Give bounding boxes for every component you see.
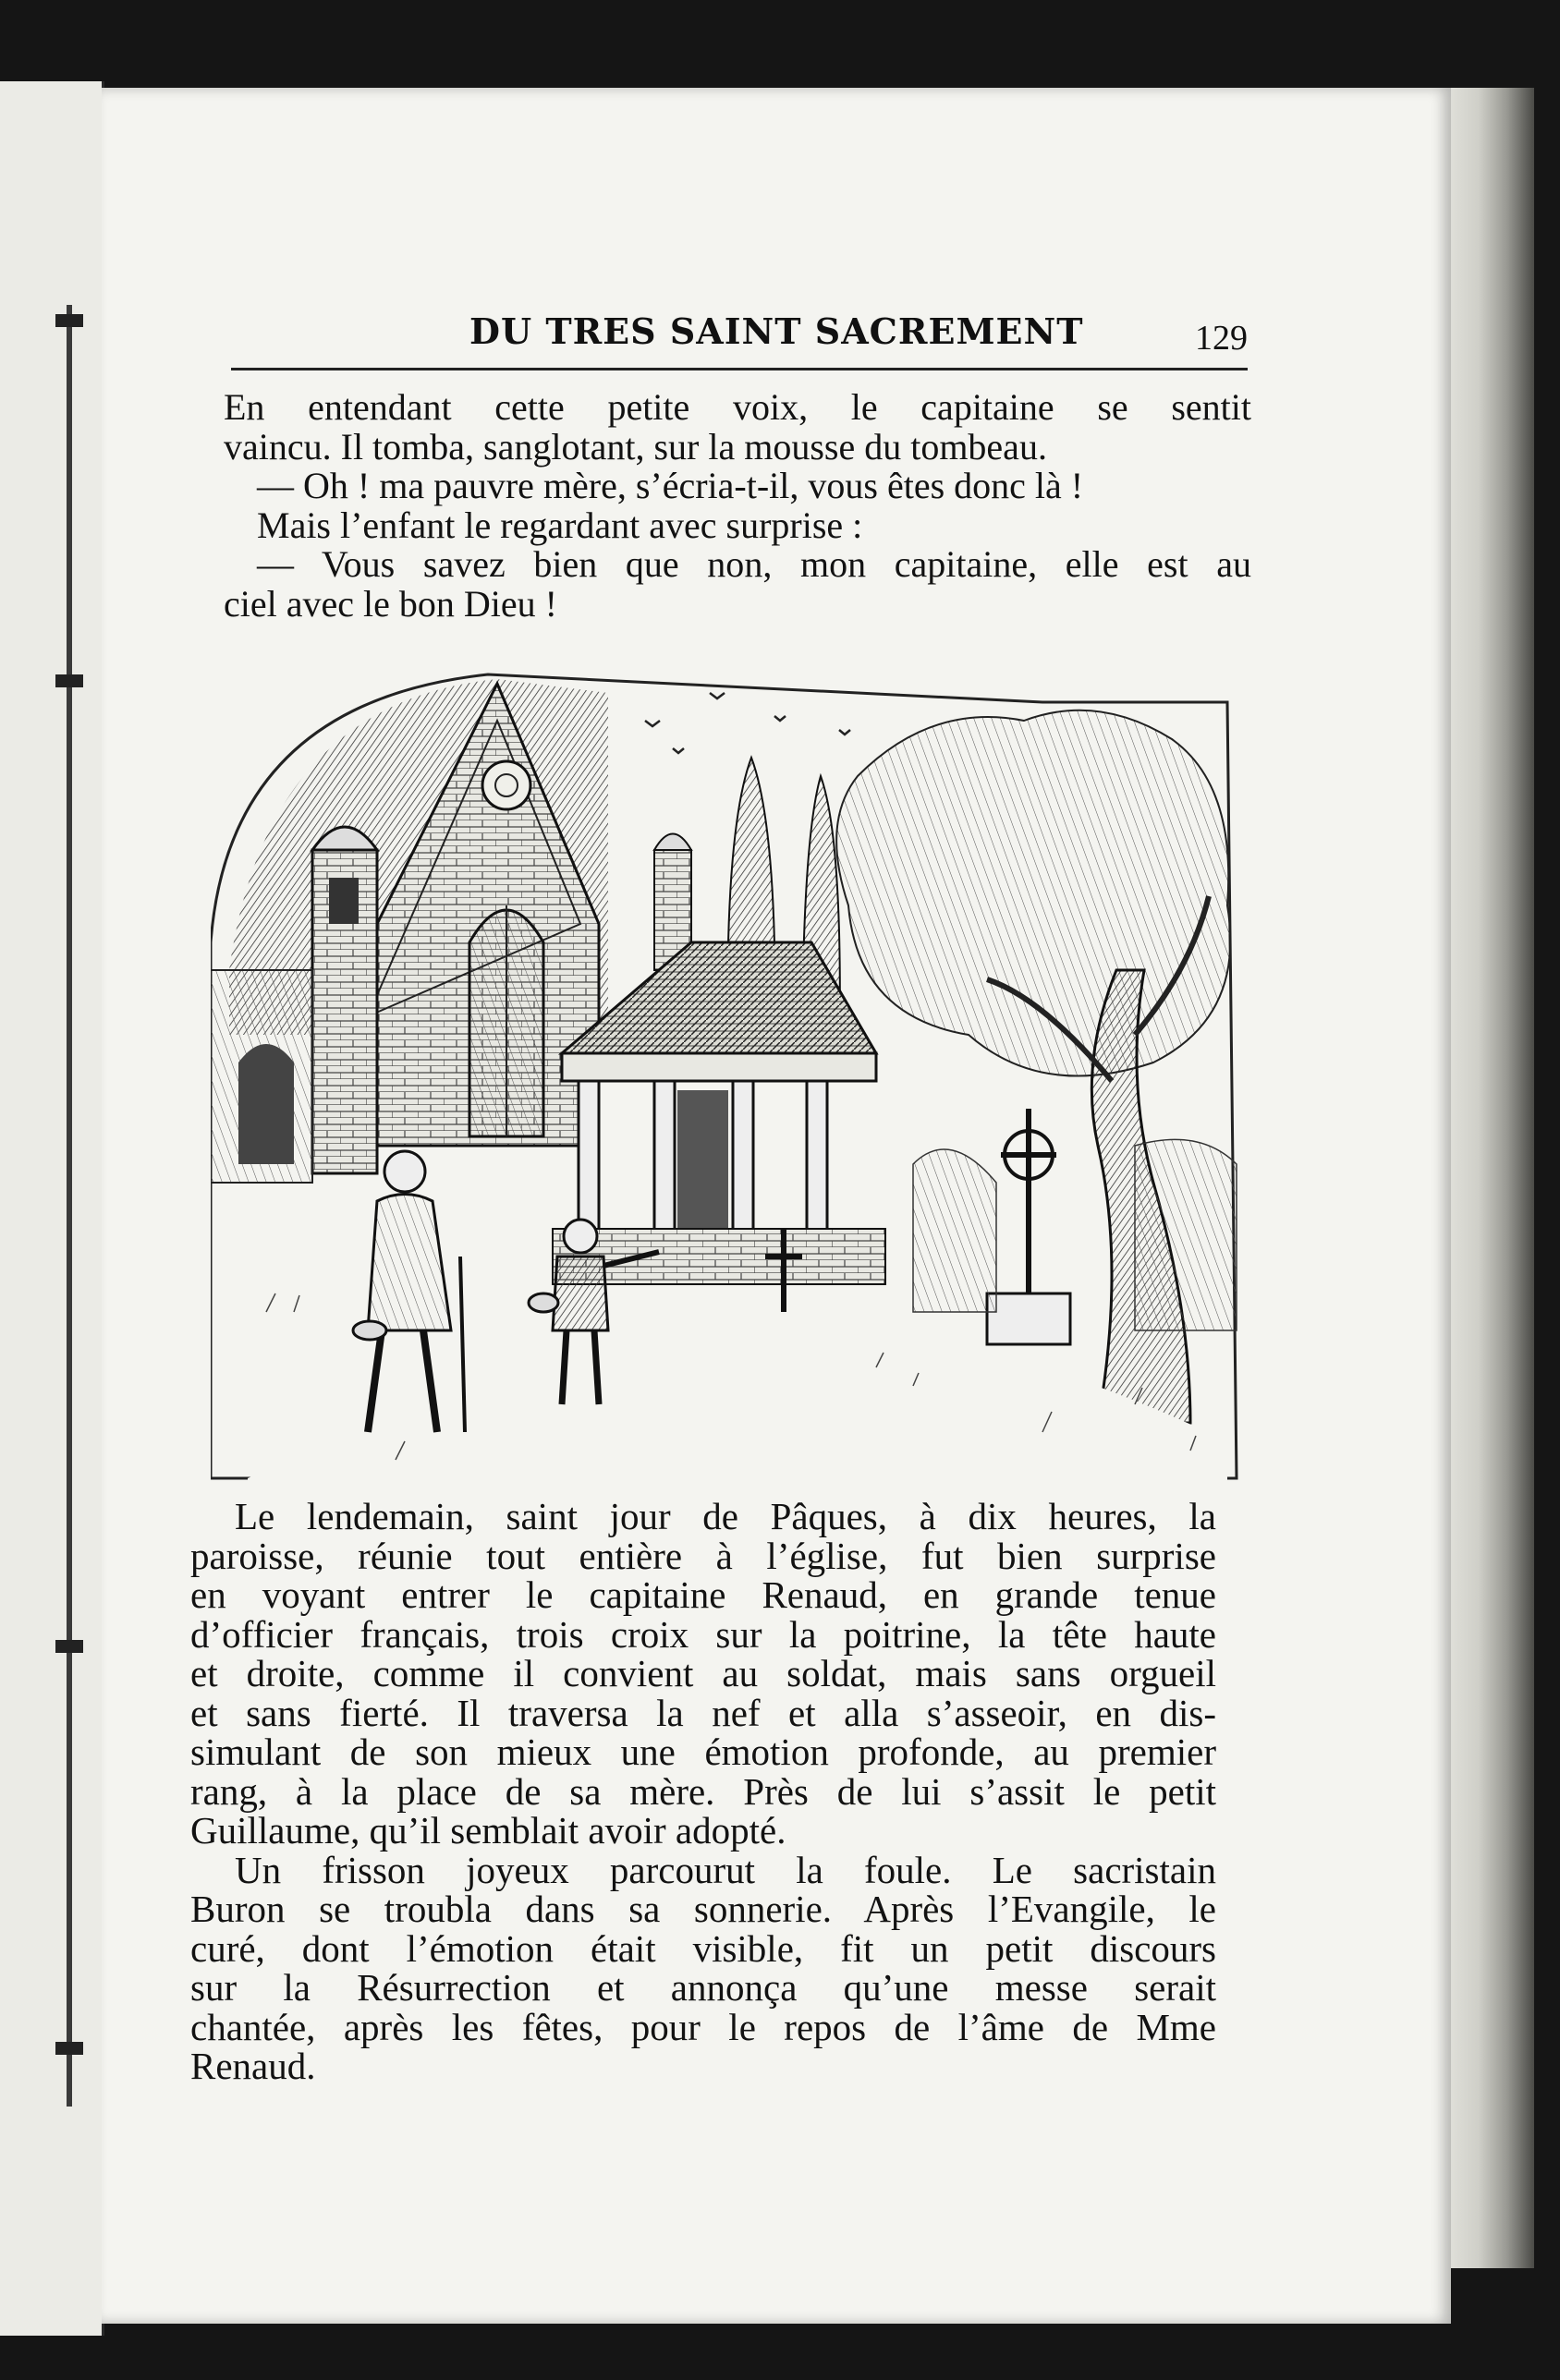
text-line: — Vous savez bien que non, mon capitaine, elle est au bbox=[257, 543, 1251, 585]
text-line: et droite, comme il convient au soldat, mais sans orgueil bbox=[190, 1652, 1216, 1694]
running-title: DU TRES SAINT SACREMENT bbox=[469, 310, 1084, 352]
text-line: — Oh ! ma pauvre mère, s’écria-t-il, vous êtes donc là ! bbox=[257, 465, 1084, 506]
binding-stitch bbox=[55, 2042, 83, 2055]
text-line: simulant de son mieux une émotion profonde, au premier bbox=[190, 1730, 1216, 1773]
text-line: Un frisson joyeux parcourut la foule. Le sacristain bbox=[235, 1848, 1216, 1891]
facing-page-edge bbox=[0, 81, 104, 2336]
text-line: et sans fierté. Il traversa la nef et alla s’asseoir, en dis- bbox=[190, 1691, 1216, 1734]
page-number: 129 bbox=[1195, 319, 1248, 358]
bottom-paragraph bbox=[190, 1497, 1216, 2086]
text-line: rang, à la place de sa mère. Près de lui s’assit le petit bbox=[190, 1769, 1216, 1813]
running-head bbox=[231, 303, 1248, 370]
church-engraving bbox=[211, 665, 1251, 1493]
text-line: d’officier français, trois croix sur la poitrine, la tête haute bbox=[190, 1612, 1216, 1656]
text-line: Mais l’enfant le regardant avec surprise : bbox=[257, 504, 863, 546]
text-line: paroisse, réunie tout entière à l’église, fut bien surprise bbox=[190, 1534, 1216, 1577]
binding-stitch bbox=[55, 674, 83, 687]
text-line: En entendant cette petite voix, le capitaine se sentit bbox=[224, 386, 1251, 428]
text-line: Renaud. bbox=[190, 2045, 316, 2087]
text-line: en voyant entrer le capitaine Renaud, en grande tenue bbox=[190, 1573, 1216, 1616]
binding-thread bbox=[67, 305, 72, 2107]
text-line: Buron se troubla dans sa sonnerie. Après l’Evangile, le bbox=[190, 1888, 1216, 1930]
text-line: sur la Résurrection et annonça qu’une messe serait bbox=[190, 1966, 1216, 2009]
top-paragraph bbox=[224, 388, 1251, 624]
binding-stitch bbox=[55, 1640, 83, 1653]
text-line: ciel avec le bon Dieu ! bbox=[224, 582, 557, 625]
text-line: curé, dont l’émotion était visible, fit un petit discours bbox=[190, 1926, 1216, 1970]
page-stack-edge bbox=[1442, 88, 1534, 2268]
text-line: Guillaume, qu’il semblait avoir adopté. bbox=[190, 1809, 786, 1852]
text-line: vaincu. Il tomba, sanglotant, sur la mousse du tombeau. bbox=[224, 425, 1047, 468]
binding-stitch bbox=[55, 314, 83, 327]
text-line: Le lendemain, saint jour de Pâques, à dix heures, la bbox=[235, 1495, 1216, 1537]
text-line: chantée, après les fêtes, pour le repos de l’âme de Mme bbox=[190, 2005, 1216, 2048]
